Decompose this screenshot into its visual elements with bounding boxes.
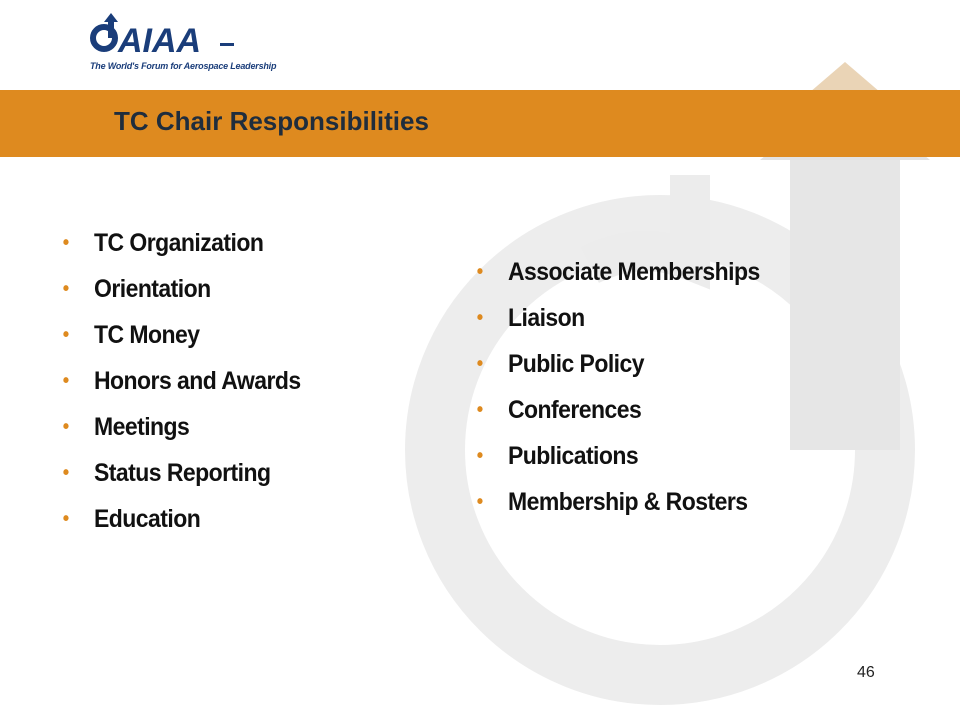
- bullet-icon: •: [476, 445, 483, 467]
- list-item: • TC Organization: [94, 225, 301, 271]
- bullet-icon: •: [476, 261, 483, 283]
- aiaa-logo-text: AIAA: [118, 22, 202, 60]
- bullet-icon: •: [476, 307, 483, 329]
- list-item: • Publications: [508, 438, 760, 484]
- list-item: • Meetings: [94, 409, 301, 455]
- list-item: • Orientation: [94, 271, 301, 317]
- list-item: • TC Money: [94, 317, 301, 363]
- bullet-icon: •: [62, 278, 69, 300]
- list-item: • Honors and Awards: [94, 363, 301, 409]
- bullet-icon: •: [62, 508, 69, 530]
- list-item: • Status Reporting: [94, 455, 301, 501]
- bullet-icon: •: [62, 462, 69, 484]
- bullet-icon: •: [62, 232, 69, 254]
- bullet-icon: •: [62, 416, 69, 438]
- left-bullet-list: [62, 225, 319, 547]
- slide-title: TC Chair Responsibilities: [114, 106, 429, 136]
- bullet-icon: •: [476, 399, 483, 421]
- bullet-icon: •: [62, 370, 69, 392]
- right-bullet-list: [476, 254, 782, 530]
- page-number: 46: [857, 664, 875, 681]
- list-item: • Conferences: [508, 392, 760, 438]
- list-item: • Membership & Rosters: [508, 484, 760, 530]
- list-item: • Education: [94, 501, 301, 547]
- logo-tagline: The World's Forum for Aerospace Leadership: [90, 61, 277, 71]
- aiaa-logo-mark: [88, 12, 248, 64]
- list-item: • Associate Memberships: [508, 254, 760, 300]
- bullet-icon: •: [62, 324, 69, 346]
- list-item: • Liaison: [508, 300, 760, 346]
- bullet-icon: •: [476, 491, 483, 513]
- list-item: • Public Policy: [508, 346, 760, 392]
- bullet-icon: •: [476, 353, 483, 375]
